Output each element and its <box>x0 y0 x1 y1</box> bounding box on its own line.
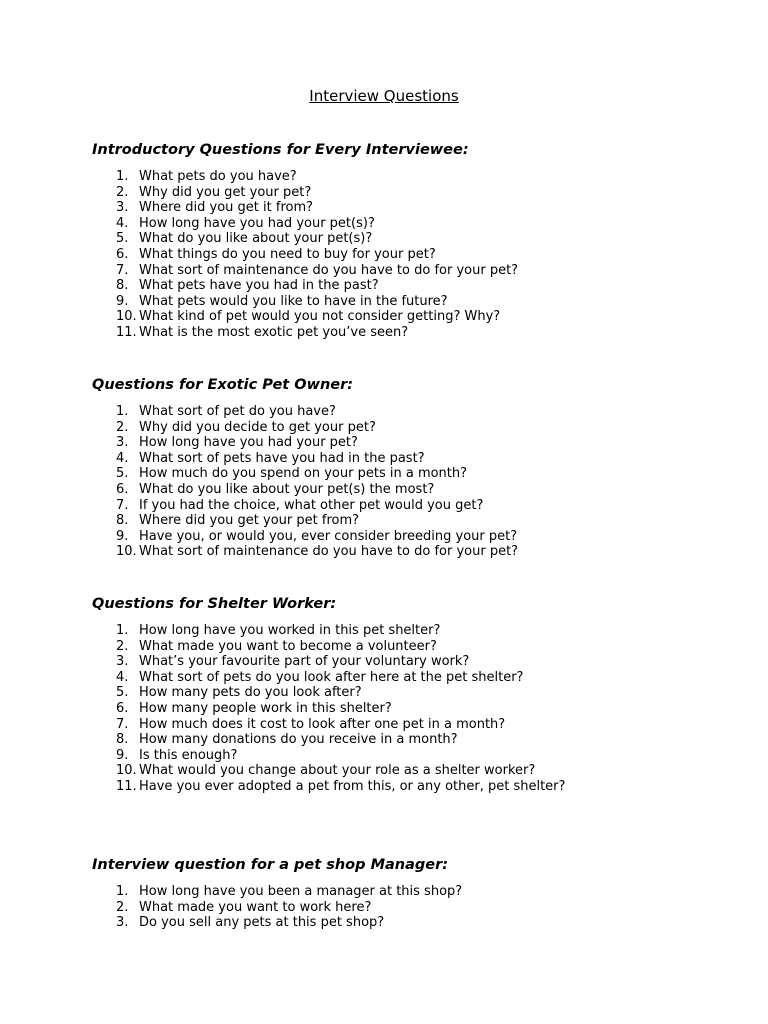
question-item <box>92 900 732 916</box>
question-number: 6. <box>116 700 129 716</box>
question-number: 10. <box>116 309 137 325</box>
question-item <box>92 654 732 670</box>
section-heading: Questions for Exotic Pet Owner: <box>92 377 354 393</box>
question-number: 7. <box>116 262 129 278</box>
question-number: 4. <box>116 450 129 466</box>
question-item <box>92 263 732 279</box>
question-item <box>92 169 732 185</box>
question-text: How many donations do you receive in a month? <box>139 732 458 748</box>
question-item <box>92 294 732 310</box>
section-heading: Questions for Shelter Worker: <box>92 596 337 612</box>
question-number: 11. <box>116 324 137 340</box>
question-number: 3. <box>116 654 129 670</box>
question-item <box>92 732 732 748</box>
question-text: Why did you get your pet? <box>139 184 312 200</box>
question-item <box>92 884 732 900</box>
question-item <box>92 748 732 764</box>
question-number: 9. <box>116 747 129 763</box>
question-number: 4. <box>116 215 129 231</box>
question-number: 3. <box>116 435 129 451</box>
question-item <box>92 670 732 686</box>
question-text: How much do you spend on your pets in a month? <box>139 466 468 482</box>
question-item <box>92 420 732 436</box>
question-list <box>92 169 732 341</box>
section-heading: Introductory Questions for Every Interviewee: <box>92 142 469 158</box>
question-item <box>92 325 732 341</box>
question-text: What things do you need to buy for your pet? <box>139 246 436 262</box>
question-number: 7. <box>116 497 129 513</box>
question-text: What pets do you have? <box>139 169 297 184</box>
question-text: What sort of maintenance do you have to do for your pet? <box>139 544 519 560</box>
question-text: What sort of maintenance do you have to do for your pet? <box>139 262 519 278</box>
question-text: Is this enough? <box>139 747 238 763</box>
question-item <box>92 247 732 263</box>
question-item <box>92 451 732 467</box>
question-item <box>92 309 732 325</box>
question-number: 3. <box>116 200 129 216</box>
section-heading: Interview question for a pet shop Manager: <box>92 857 449 873</box>
question-item <box>92 685 732 701</box>
question-text: How many pets do you look after? <box>139 685 362 701</box>
question-item <box>92 435 732 451</box>
question-text: What do you like about your pet(s) the most? <box>139 481 435 497</box>
question-item <box>92 779 732 795</box>
question-number: 2. <box>116 419 129 435</box>
question-number: 1. <box>116 169 129 184</box>
question-text: Where did you get your pet from? <box>139 513 360 529</box>
question-text: What pets have you had in the past? <box>139 278 379 294</box>
question-item <box>92 915 732 931</box>
question-item <box>92 482 732 498</box>
question-text: What sort of pet do you have? <box>139 404 336 419</box>
question-text: What kind of pet would you not consider getting? Why? <box>139 309 501 325</box>
question-text: What pets would you like to have in the future? <box>139 293 448 309</box>
question-text: Have you ever adopted a pet from this, or any other, pet shelter? <box>139 778 566 794</box>
question-number: 1. <box>116 884 129 899</box>
question-number: 8. <box>116 513 129 529</box>
question-item <box>92 623 732 639</box>
question-text: Where did you get it from? <box>139 200 314 216</box>
question-number: 10. <box>116 763 137 779</box>
question-text: How long have you had your pet(s)? <box>139 215 375 231</box>
question-item <box>92 231 732 247</box>
question-item <box>92 404 732 420</box>
question-text: What would you change about your role as a shelter worker? <box>139 763 536 779</box>
question-item <box>92 498 732 514</box>
question-text: Why did you decide to get your pet? <box>139 419 376 435</box>
question-number: 2. <box>116 899 129 915</box>
question-item <box>92 466 732 482</box>
section-pet-shop-manager <box>92 856 732 931</box>
question-number: 1. <box>116 623 129 638</box>
question-list <box>92 404 732 560</box>
question-number: 10. <box>116 544 137 560</box>
question-text: If you had the choice, what other pet would you get? <box>139 497 484 513</box>
question-number: 5. <box>116 231 129 247</box>
question-item <box>92 717 732 733</box>
question-text: What sort of pets have you had in the past? <box>139 450 425 466</box>
question-number: 6. <box>116 481 129 497</box>
question-item <box>92 639 732 655</box>
question-text: What’s your favourite part of your voluntary work? <box>139 654 470 670</box>
question-item <box>92 529 732 545</box>
question-text: What sort of pets do you look after here at the pet shelter? <box>139 669 524 685</box>
section-introductory-questions <box>92 141 732 341</box>
question-text: What made you want to become a volunteer? <box>139 638 437 654</box>
question-number: 11. <box>116 778 137 794</box>
question-number: 2. <box>116 184 129 200</box>
page-title: Interview Questions <box>309 87 459 105</box>
question-number: 4. <box>116 669 129 685</box>
section-shelter-worker <box>92 595 732 795</box>
question-text: How many people work in this shelter? <box>139 700 392 716</box>
question-text: Do you sell any pets at this pet shop? <box>139 915 385 931</box>
question-text: What is the most exotic pet you’ve seen? <box>139 324 409 340</box>
question-text: How long have you been a manager at this shop? <box>139 884 463 899</box>
question-item <box>92 701 732 717</box>
question-number: 7. <box>116 716 129 732</box>
question-item <box>92 216 732 232</box>
question-text: How long have you worked in this pet shelter? <box>139 623 441 638</box>
question-item <box>92 763 732 779</box>
question-text: What made you want to work here? <box>139 899 372 915</box>
question-number: 3. <box>116 915 129 931</box>
question-number: 6. <box>116 246 129 262</box>
question-number: 9. <box>116 293 129 309</box>
question-text: Have you, or would you, ever consider breeding your pet? <box>139 528 518 544</box>
question-list <box>92 623 732 795</box>
question-text: What do you like about your pet(s)? <box>139 231 373 247</box>
question-number: 2. <box>116 638 129 654</box>
question-item <box>92 544 732 560</box>
question-text: How much does it cost to look after one pet in a month? <box>139 716 506 732</box>
question-text: How long have you had your pet? <box>139 435 358 451</box>
question-number: 8. <box>116 732 129 748</box>
question-number: 5. <box>116 466 129 482</box>
question-list <box>92 884 732 931</box>
question-item <box>92 513 732 529</box>
section-exotic-pet-owner <box>92 376 732 560</box>
question-number: 9. <box>116 528 129 544</box>
question-number: 5. <box>116 685 129 701</box>
question-item <box>92 278 732 294</box>
question-item <box>92 185 732 201</box>
question-item <box>92 200 732 216</box>
question-number: 1. <box>116 404 129 419</box>
question-number: 8. <box>116 278 129 294</box>
